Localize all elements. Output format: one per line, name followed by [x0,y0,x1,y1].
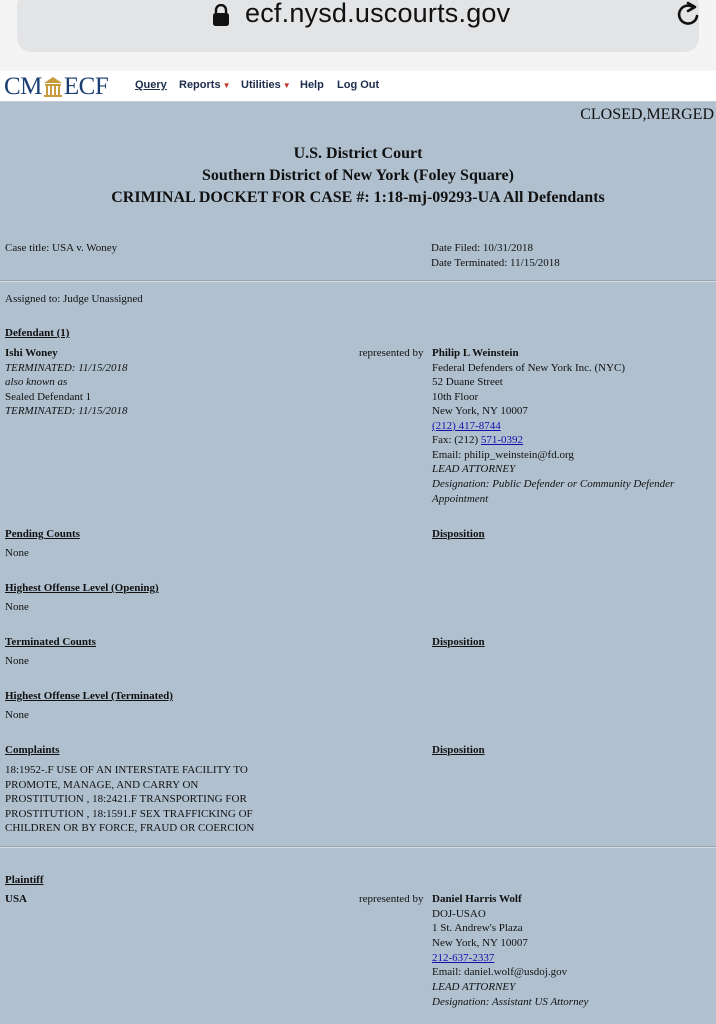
reports-caret-icon: ▼ [222,81,231,90]
complaint-line: CHILDREN OR BY FORCE, FRAUD OR COERCION [5,822,255,834]
defense-attorney-address2: 10th Floor [432,391,479,403]
reload-icon[interactable] [673,0,703,30]
nav-utilities-label: Utilities [241,79,281,91]
utilities-caret-icon: ▼ [282,81,291,90]
url-text[interactable]: ecf.nysd.uscourts.gov [245,0,511,28]
highest-opening-value: None [5,601,29,613]
cmecf-navbar [0,71,716,102]
complaints-disposition-label: Disposition [432,744,485,756]
defense-attorney-name: Philip L Weinstein [432,347,519,359]
defense-attorney-city: New York, NY 10007 [432,405,528,417]
pending-counts-label: Pending Counts [5,528,80,540]
complaint-line: PROSTITUTION , 18:2421.F TRANSPORTING FOR [5,793,247,805]
lock-icon [211,4,231,26]
cmecf-logo[interactable] [4,73,108,101]
complaint-line: 18:1952-.F USE OF AN INTERSTATE FACILITY TO [5,764,248,776]
defense-attorney-role: LEAD ATTORNEY [432,463,516,475]
nav-utilities[interactable] [241,79,291,91]
prosecutor-designation: Designation: Assistant US Attorney [432,996,589,1008]
divider [0,846,716,848]
defendant-terminated: TERMINATED: 11/15/2018 [5,362,128,374]
nav-logout-label: Log Out [337,79,380,91]
complaint-line: PROSTITUTION , 18:1591.F SEX TRAFFICKING OF [5,808,253,820]
prosecutor-role: LEAD ATTORNEY [432,981,516,993]
defendant-name: Ishi Woney [5,347,58,359]
terminated-disposition-label: Disposition [432,636,485,648]
highest-terminated-label: Highest Offense Level (Terminated) [5,690,173,702]
defendant-aka-terminated: TERMINATED: 11/15/2018 [5,405,128,417]
defense-attorney-email: Email: philip_weinstein@fd.org [432,449,574,461]
browser-bar [0,0,716,71]
docket-title: CRIMINAL DOCKET FOR CASE #: 1:18-mj-09293-UA All Defendants [111,189,605,206]
complaints-label: Complaints [5,744,60,756]
nav-query[interactable] [135,79,167,91]
highest-opening-label: Highest Offense Level (Opening) [5,582,159,594]
defense-attorney-phone-link[interactable]: (212) 417-8744 [432,420,501,432]
prosecutor-email: Email: daniel.wolf@usdoj.gov [432,966,568,978]
terminated-counts-value: None [5,655,29,667]
prosecutor-name: Daniel Harris Wolf [432,893,522,905]
defense-attorney-fax [432,433,523,448]
nav-logout[interactable] [337,79,379,91]
terminated-counts-label: Terminated Counts [5,636,96,648]
district-name: Southern District of New York (Foley Square) [202,167,514,184]
pending-counts-value: None [5,547,29,559]
nav-reports-label: Reports [179,79,221,91]
defendant-aka: Sealed Defendant 1 [5,391,92,403]
logo-ecf: ECF [63,73,109,100]
date-filed: Date Filed: 10/31/2018 [431,242,534,254]
case-title: Case title: USA v. Woney [5,242,118,254]
plaintiff-name: USA [5,893,28,905]
address-bar[interactable] [17,0,699,52]
defense-attorney-org: Federal Defenders of New York Inc. (NYC) [432,362,626,374]
nav-query-label: Query [135,79,167,91]
plaintiff-section-label: Plaintiff [5,874,44,886]
divider [0,280,716,282]
defense-attorney-designation: Designation: Public Defender or Community Defender [432,478,675,490]
prosecutor-city: New York, NY 10007 [432,937,528,949]
defendant-section-label: Defendant (1) [5,327,70,339]
logo-cm: CM [4,73,42,100]
nav-reports[interactable] [179,79,230,91]
court-name: U.S. District Court [293,145,423,162]
pending-disposition-label: Disposition [432,528,485,540]
highest-terminated-value: None [5,709,29,721]
assigned-judge: Assigned to: Judge Unassigned [5,293,143,305]
plaintiff-represented-by-label: represented by [359,893,424,905]
case-status-flags: CLOSED,MERGED [580,106,714,123]
nav-help-label: Help [300,79,324,91]
represented-by-label: represented by [359,347,424,359]
defendant-aka-label: also known as [5,376,68,388]
courthouse-icon [43,76,63,98]
prosecutor-address: 1 St. Andrew's Plaza [432,922,523,934]
defense-attorney-designation-cont: Appointment [432,493,489,505]
nav-help[interactable] [300,79,324,91]
prosecutor-phone-link[interactable]: 212-637-2337 [432,952,495,964]
complaint-line: PROMOTE, MANAGE, AND CARRY ON [5,779,199,791]
defense-attorney-fax-link[interactable]: 571-0392 [480,434,524,446]
date-terminated: Date Terminated: 11/15/2018 [431,257,560,269]
prosecutor-org: DOJ-USAO [432,908,486,920]
fax-prefix: Fax: (212) [432,434,481,446]
defense-attorney-address1: 52 Duane Street [432,376,503,388]
